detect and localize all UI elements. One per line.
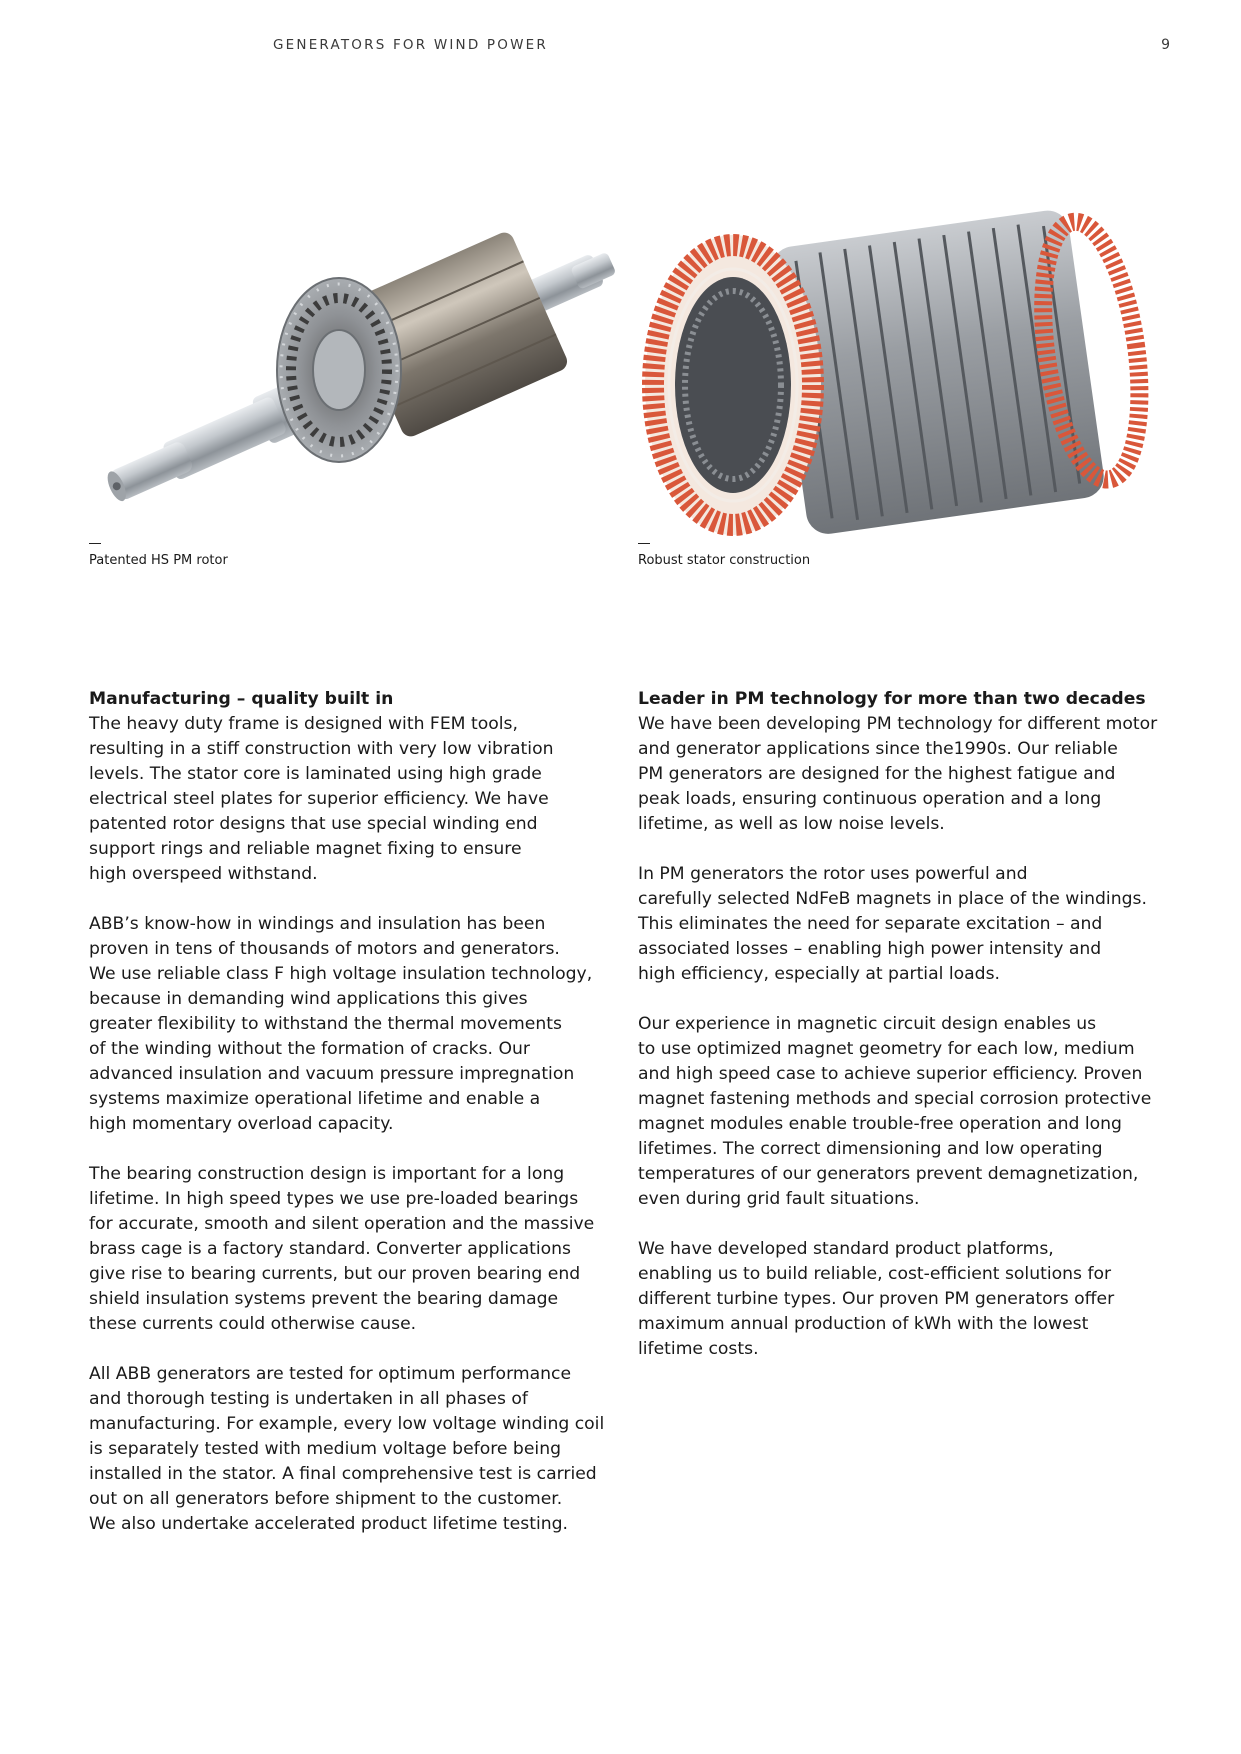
text-line: The heavy duty frame is designed with FEM tools, (89, 714, 518, 734)
text-line: associated losses – enabling high power intensity and (638, 939, 1102, 959)
text-line: different turbine types. Our proven PM generators offer (638, 1289, 1115, 1309)
text-line: manufacturing. For example, every low voltage winding coil (89, 1414, 605, 1434)
text-line: installed in the stator. A final comprehensive test is carried (89, 1464, 597, 1484)
text-line: to use optimized magnet geometry for each low, medium (638, 1039, 1135, 1059)
text-line: levels. The stator core is laminated using high grade (89, 764, 542, 784)
text-line: for accurate, smooth and silent operation and the massive (89, 1214, 595, 1234)
text-line: carefully selected NdFeB magnets in place of the windings. (638, 889, 1147, 909)
text-line: We have developed standard product platforms, (638, 1239, 1054, 1259)
text-line: In PM generators the rotor uses powerful and (638, 864, 1028, 884)
text-line: proven in tens of thousands of motors and generators. (89, 939, 560, 959)
text-line: This eliminates the need for separate excitation – and (638, 914, 1103, 934)
paragraph (89, 912, 609, 1137)
paragraph (638, 862, 1178, 987)
running-header: GENERATORS FOR WIND POWER (273, 37, 548, 53)
text-line: is separately tested with medium voltage before being (89, 1439, 561, 1459)
text-line: these currents could otherwise cause. (89, 1314, 417, 1334)
stator-image (638, 205, 1183, 540)
caption-rule (89, 543, 101, 544)
text-line: and thorough testing is undertaken in all phases of (89, 1389, 528, 1409)
text-line: resulting in a stiff construction with very low vibration (89, 739, 554, 759)
paragraph (89, 1362, 609, 1537)
text-line: even during grid fault situations. (638, 1189, 920, 1209)
text-line: because in demanding wind applications this gives (89, 989, 528, 1009)
text-line: lifetimes. The correct dimensioning and low operating (638, 1139, 1103, 1159)
text-line: PM generators are designed for the highest fatigue and (638, 764, 1116, 784)
text-line: and generator applications since the1990s. Our reliable (638, 739, 1118, 759)
text-line: ABB’s know-how in windings and insulation has been (89, 914, 546, 934)
text-line: We use reliable class F high voltage insulation technology, (89, 964, 593, 984)
caption-rule (638, 543, 650, 544)
paragraph (638, 1012, 1178, 1212)
text-line: systems maximize operational lifetime and enable a (89, 1089, 541, 1109)
text-line: patented rotor designs that use special winding end (89, 814, 538, 834)
text-line: high overspeed withstand. (89, 864, 318, 884)
stator-caption: Robust stator construction (638, 553, 811, 568)
text-line: peak loads, ensuring continuous operation and a long (638, 789, 1102, 809)
rotor-image (89, 205, 634, 540)
text-line: The bearing construction design is important for a long (89, 1164, 565, 1184)
text-line: All ABB generators are tested for optimum performance (89, 1364, 572, 1384)
paragraph (638, 1237, 1178, 1362)
text-line: high efficiency, especially at partial loads. (638, 964, 1001, 984)
section-heading: Manufacturing – quality built in (89, 689, 394, 709)
paragraph (638, 687, 1178, 837)
text-line: maximum annual production of kWh with the lowest (638, 1314, 1089, 1334)
left-column (89, 687, 609, 1562)
text-line: Our experience in magnetic circuit design enables us (638, 1014, 1097, 1034)
text-line: lifetime, as well as low noise levels. (638, 814, 945, 834)
text-line: shield insulation systems prevent the bearing damage (89, 1289, 559, 1309)
text-line: We also undertake accelerated product lifetime testing. (89, 1514, 568, 1534)
section-heading: Leader in PM technology for more than two decades (638, 689, 1146, 709)
paragraph (89, 1162, 609, 1337)
page-number: 9 (1161, 37, 1170, 53)
text-line: greater flexibility to withstand the thermal movements (89, 1014, 562, 1034)
text-line: lifetime costs. (638, 1339, 759, 1359)
text-line: high momentary overload capacity. (89, 1114, 394, 1134)
text-line: enabling us to build reliable, cost-efficient solutions for (638, 1264, 1112, 1284)
text-line: and high speed case to achieve superior efficiency. Proven (638, 1064, 1143, 1084)
text-line: out on all generators before shipment to the customer. (89, 1489, 563, 1509)
text-line: give rise to bearing currents, but our proven bearing end (89, 1264, 581, 1284)
text-line: advanced insulation and vacuum pressure impregnation (89, 1064, 575, 1084)
text-line: magnet fastening methods and special corrosion protective (638, 1089, 1152, 1109)
text-line: of the winding without the formation of cracks. Our (89, 1039, 530, 1059)
paragraph (89, 687, 609, 887)
text-line: temperatures of our generators prevent demagnetization, (638, 1164, 1139, 1184)
text-line: electrical steel plates for superior efficiency. We have (89, 789, 549, 809)
rotor-caption: Patented HS PM rotor (89, 553, 228, 568)
right-column (638, 687, 1178, 1387)
text-line: support rings and reliable magnet fixing to ensure (89, 839, 522, 859)
text-line: lifetime. In high speed types we use pre-loaded bearings (89, 1189, 579, 1209)
text-line: brass cage is a factory standard. Converter applications (89, 1239, 571, 1259)
text-line: magnet modules enable trouble-free operation and long (638, 1114, 1122, 1134)
text-line: We have been developing PM technology for different motor (638, 714, 1158, 734)
